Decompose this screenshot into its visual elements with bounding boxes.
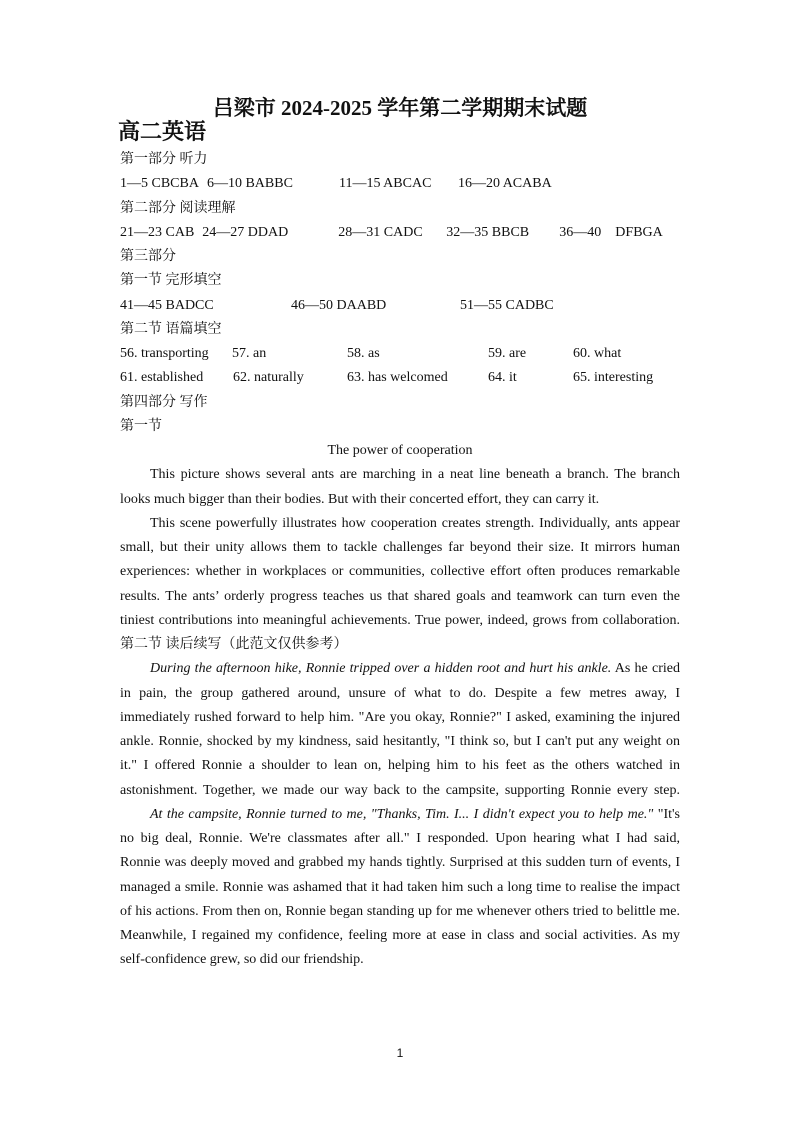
answer-group: 46—50 DAABD xyxy=(291,297,387,313)
fill-answer: 59. are xyxy=(488,346,527,361)
answer-group: 28—31 CADC xyxy=(338,224,423,240)
continuation-line xyxy=(120,803,680,827)
continuation-line: self-confidence grew, so did our friendship. xyxy=(120,952,364,968)
part4-section2-heading: 第二节 读后续写（此范文仅供参考） xyxy=(120,637,348,652)
essay-line: experiences: whether in workplaces or communities, collective effort often produces remarkable xyxy=(120,564,680,580)
answer-group: 16—20 ACABA xyxy=(457,176,552,192)
fill-answer: 60. what xyxy=(573,346,622,361)
essay-line: This picture shows several ants are marching in a neat line beneath a branch. The branch xyxy=(150,467,680,483)
fill-answer: 58. as xyxy=(347,346,380,361)
part1-heading: 第一部分 听力 xyxy=(120,152,208,167)
continuation-line xyxy=(120,657,680,681)
continuation-line: of his actions. From then on, Ronnie began standing up for me whenever others tried to belittle me. xyxy=(120,903,680,919)
fill-answer: 63. has welcomed xyxy=(347,370,448,386)
part4-section1-heading: 第一节 xyxy=(120,418,162,434)
essay-line: looks much bigger than their bodies. But with their concerted effort, they can carry it. xyxy=(120,491,600,507)
answer-group: 41—45 BADCC xyxy=(120,297,214,313)
continuation-line: ankle. Ronnie, shocked by my kindness, said hesitantly, "I think so, but I can't put any weight on xyxy=(120,734,680,749)
fill-answer: 61. established xyxy=(120,370,204,386)
fill-answer: 64. it xyxy=(488,370,517,386)
continuation-line: in pain, the group gathered around, unsure of what to do. Despite a few metres away, I xyxy=(120,685,680,701)
part1-answers xyxy=(120,172,680,196)
answer-group: 6—10 BABBC xyxy=(206,176,293,192)
answer-group: 21—23 CAB xyxy=(120,224,195,240)
part3-section2-row xyxy=(120,342,680,366)
part4-heading: 第四部分 写作 xyxy=(120,394,208,410)
fill-answer: 62. naturally xyxy=(233,370,304,386)
continuation-line: it." I offered Ronnie a shoulder to lean on, helping him to his feet as the others watched in xyxy=(120,758,680,774)
subject-heading: 高二英语 xyxy=(118,119,207,144)
essay-title: The power of cooperation xyxy=(327,443,473,458)
fill-answer: 57. an xyxy=(232,346,267,361)
document-title: 吕梁市 2024-2025 学年第二学期期末试题 xyxy=(212,96,588,120)
essay-line: tiniest contributions into meaningful achievements. True power, indeed, grows from collaboration. xyxy=(120,612,680,628)
continuation-text: As he cried xyxy=(611,661,680,677)
part3-section1-heading: 第一节 完形填空 xyxy=(120,273,222,289)
essay-line: results. The ants’ orderly progress teaches us that shared goals and teamwork can turn even the xyxy=(120,588,680,604)
given-opening-sentence: At the campsite, Ronnie turned to me, "Thanks, Tim. I... I didn't expect you to help me." xyxy=(150,806,654,822)
fill-answer: 65. interesting xyxy=(573,370,654,386)
continuation-line: astonishment. Together, we made our way back to the campsite, supporting Ronnie every step. xyxy=(120,782,680,798)
answer-group-range: 36—40 xyxy=(559,224,602,240)
part2-heading: 第二部分 阅读理解 xyxy=(120,200,236,216)
answer-group-letters: DFBGA xyxy=(615,224,663,240)
given-opening-sentence: During the afternoon hike, Ronnie tripped over a hidden root and hurt his ankle. xyxy=(150,661,612,677)
page-number: 1 xyxy=(396,1046,404,1060)
part3-heading: 第三部分 xyxy=(120,249,176,264)
fill-answer: 56. transporting xyxy=(120,346,209,361)
part3-section1-answers xyxy=(120,294,680,318)
answer-group: 32—35 BBCB xyxy=(446,224,530,240)
continuation-line: immediately rushed forward to help him. "Are you okay, Ronnie?" I asked, examining the injured xyxy=(120,709,680,725)
answer-group: 51—55 CADBC xyxy=(460,297,554,313)
answer-group: 11—15 ABCAC xyxy=(338,176,432,192)
essay-line: small, but their unity allows them to tackle challenges far beyond their size. It mirrors human xyxy=(120,540,680,555)
part2-answers xyxy=(120,221,680,245)
continuation-line: Meanwhile, I regained my confidence, feeling more at ease in class and social activities. As my xyxy=(120,928,680,943)
answer-key-body xyxy=(120,148,680,973)
essay-line: This scene powerfully illustrates how cooperation creates strength. Individually, ants appear xyxy=(150,515,680,531)
answer-group: 24—27 DDAD xyxy=(202,224,289,240)
continuation-line: no big deal, Ronnie. We're classmates after all." I responded. Upon hearing what I had said, xyxy=(120,831,680,846)
continuation-text: "It's xyxy=(653,806,681,822)
part3-section2-row xyxy=(120,366,680,390)
answer-group: 1—5 CBCBA xyxy=(120,176,199,192)
continuation-line: managed a smile. Ronnie was ashamed that it had taken him such a long time to realise the impact xyxy=(120,879,680,895)
continuation-line: Ronnie was deeply moved and grabbed my hands tightly. Surprised at this sudden turn of events, I xyxy=(120,855,680,871)
part3-section2-heading: 第二节 语篇填空 xyxy=(120,321,222,337)
